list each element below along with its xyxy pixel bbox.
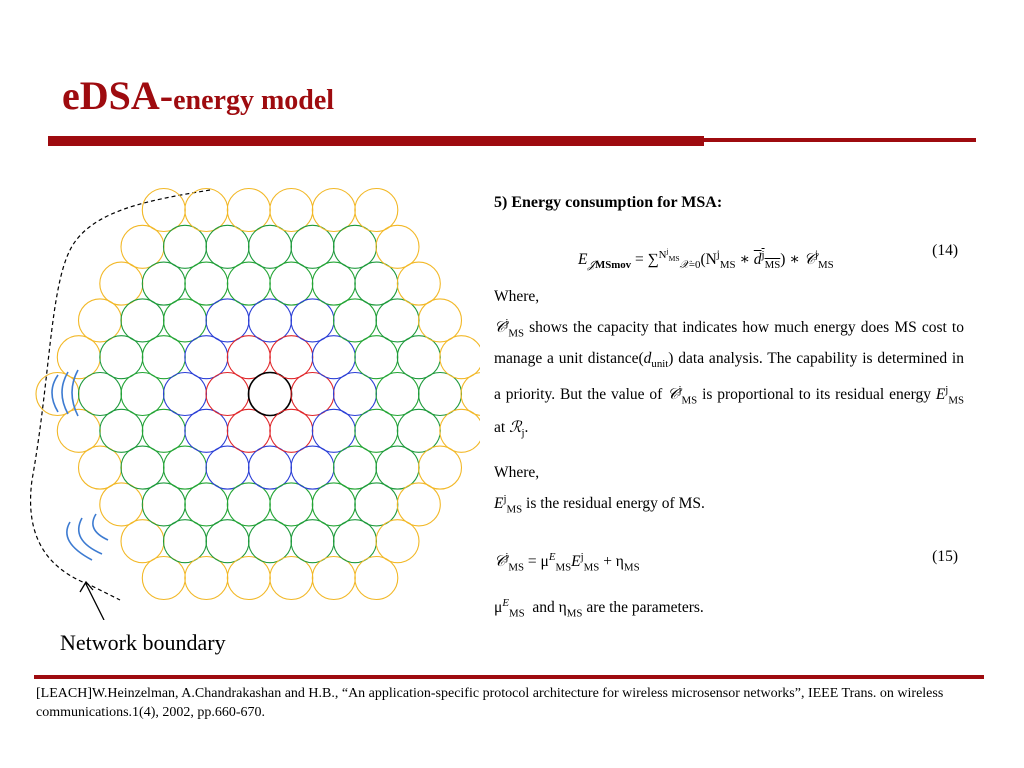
citation: [LEACH]W.Heinzelman, A.Chandrakashan and H.B., “An application-specific protocol architecture for wireless microsensor networks”, IEEE Trans. on wireless communications.1(4), 2002, pp.660-670. — [36, 686, 944, 720]
network-cell — [121, 299, 164, 342]
network-cell — [440, 409, 480, 452]
where-label-1: Where, — [494, 288, 540, 305]
footer-rule — [34, 675, 984, 679]
network-cell — [376, 225, 419, 268]
center-cell — [249, 373, 292, 416]
network-cell — [291, 373, 334, 416]
network-cell — [164, 299, 207, 342]
capacity-text-d: at — [494, 418, 506, 436]
parameters-line: $\mu^E_{MS}$ and $\eta_{MS}$ are the parameters. — [494, 596, 704, 620]
network-cell — [419, 373, 462, 416]
equation-14-formula: $E_{𝒥MSmov} = \sum^{N^j_{MS}}_{𝒳=0}(N^j_{MS}$ ∗ $d^j_{MS}$) ∗ 𝒞$^j_{MS}$ — [578, 246, 834, 271]
title-underline-extension — [704, 138, 976, 142]
network-cell — [185, 483, 228, 526]
network-cell — [334, 520, 377, 563]
network-cell — [291, 446, 334, 489]
network-cell — [57, 336, 100, 379]
network-cell — [142, 336, 185, 379]
network-cell — [57, 409, 100, 452]
network-cell — [227, 409, 270, 452]
title-sub: energy model — [173, 85, 335, 116]
network-cell — [227, 336, 270, 379]
equation-15 — [494, 536, 964, 580]
network-cell — [206, 373, 249, 416]
network-cell — [121, 520, 164, 563]
section-heading: 5) Energy consumption for MSA: — [494, 194, 723, 211]
network-cell — [206, 520, 249, 563]
where-label-2: Where, — [494, 463, 540, 481]
network-cell — [440, 336, 480, 379]
network-cell — [419, 446, 462, 489]
network-cell — [121, 225, 164, 268]
equation-14-number: (14) — [932, 242, 958, 259]
network-cell — [355, 189, 398, 232]
network-cell — [334, 373, 377, 416]
network-cell — [270, 189, 313, 232]
network-cell — [249, 520, 292, 563]
network-cell — [355, 409, 398, 452]
network-cell — [79, 373, 122, 416]
capacity-text-b: ) data analysis. The capability is determined in a priority. But the value of — [494, 350, 964, 404]
network-cell — [185, 189, 228, 232]
network-cell — [164, 225, 207, 268]
network-cell — [100, 336, 143, 379]
network-cell — [334, 446, 377, 489]
network-cell — [227, 262, 270, 305]
network-cell — [100, 483, 143, 526]
network-cell — [376, 520, 419, 563]
network-cell — [249, 299, 292, 342]
network-cell — [376, 299, 419, 342]
network-boundary-curve — [31, 190, 210, 600]
slide-title — [62, 72, 334, 119]
network-cell — [270, 409, 313, 452]
network-cell — [206, 225, 249, 268]
network-cell — [142, 262, 185, 305]
network-cell — [334, 299, 377, 342]
residual-energy-text: is the residual energy of MS. — [526, 494, 705, 512]
network-cell — [206, 299, 249, 342]
network-cell — [227, 189, 270, 232]
network-cell — [185, 336, 228, 379]
signal-wave-icon — [52, 370, 78, 416]
equation-15-number: (15) — [932, 547, 958, 565]
network-cell — [185, 262, 228, 305]
network-cell — [206, 446, 249, 489]
network-cell — [312, 262, 355, 305]
network-cell — [355, 557, 398, 600]
network-cell — [376, 373, 419, 416]
network-cell — [312, 189, 355, 232]
network-cell — [249, 446, 292, 489]
network-cell — [142, 483, 185, 526]
network-cell — [79, 299, 122, 342]
network-cell — [142, 409, 185, 452]
network-cell — [312, 336, 355, 379]
network-cell — [185, 557, 228, 600]
equation-panel — [494, 190, 964, 626]
network-cell — [397, 262, 440, 305]
capacity-text-c: is proportional to its residual energy — [702, 386, 931, 404]
network-cell — [376, 446, 419, 489]
network-cell — [121, 446, 164, 489]
parameters-text: are the parameters. — [586, 599, 704, 617]
residual-energy-line: $E^j_{MS}$ is the residual energy of MS. — [494, 492, 705, 515]
capacity-text-a: shows the capacity that indicates how much energy does MS cost to manage a unit distance( — [494, 319, 964, 368]
network-cell — [270, 483, 313, 526]
network-cell — [334, 225, 377, 268]
network-cell — [121, 373, 164, 416]
network-cell — [312, 409, 355, 452]
network-cell — [142, 557, 185, 600]
hexagonal-network-diagram — [30, 180, 480, 620]
network-cell — [397, 336, 440, 379]
network-cell — [164, 520, 207, 563]
network-cell — [227, 557, 270, 600]
network-cell — [291, 225, 334, 268]
equation-14 — [494, 230, 964, 274]
network-boundary-label: Network boundary — [60, 630, 226, 655]
network-cell — [142, 189, 185, 232]
network-cell — [100, 262, 143, 305]
network-cell — [397, 409, 440, 452]
network-cell — [164, 446, 207, 489]
network-cell — [164, 373, 207, 416]
network-cell — [312, 557, 355, 600]
network-cell — [270, 336, 313, 379]
network-cell — [419, 299, 462, 342]
network-cell — [355, 262, 398, 305]
network-cell — [100, 409, 143, 452]
capacity-paragraph: 𝒞$^j_{MS}$ shows the capacity that indicates how much energy does MS cost to manage a unit $distance(d_{unit})$ data analysis. The capability is determined in a priority. But the value of 𝒞$^j_{MS}$ is proportional to its residual energy $E^j_{MS}$ at ℛ$_j$. — [494, 317, 964, 439]
network-cell — [270, 262, 313, 305]
arrow-icon — [80, 582, 104, 620]
network-cell — [227, 483, 270, 526]
network-cell — [355, 483, 398, 526]
network-cell — [79, 446, 122, 489]
network-cell — [291, 520, 334, 563]
network-cell — [355, 336, 398, 379]
network-cell — [312, 483, 355, 526]
network-cell — [185, 409, 228, 452]
signal-wave-icon — [67, 514, 108, 560]
network-cell — [270, 557, 313, 600]
network-cell — [397, 483, 440, 526]
network-cell — [291, 299, 334, 342]
equation-15-formula: 𝒞$^j_{MS}$ = $\mu^E_{MS}E^j_{MS} + \eta_{MS}$ — [494, 550, 640, 574]
title-underline — [48, 136, 704, 146]
title-main: eDSA- — [62, 73, 174, 118]
network-cell — [249, 225, 292, 268]
